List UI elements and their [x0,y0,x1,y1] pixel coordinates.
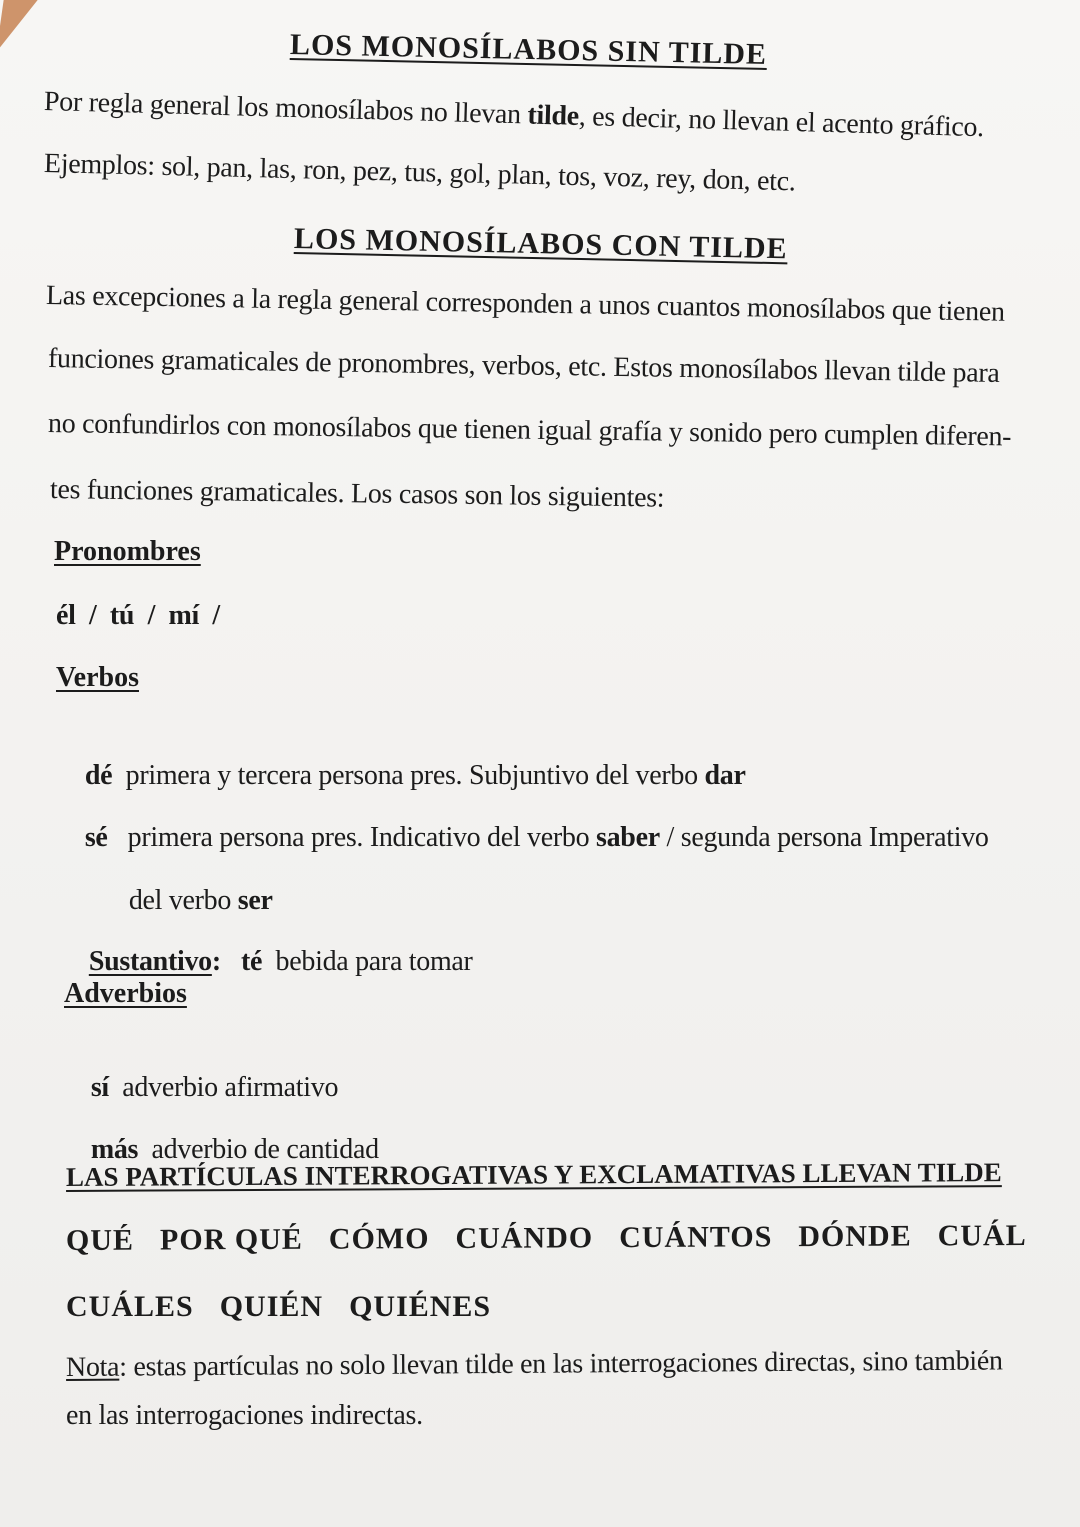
nota-line-2: en las interrogaciones indirectas. [66,1400,423,1431]
particula-cuando: CUÁNDO [455,1221,594,1255]
heading-con-tilde: LOS MONOSÍLABOS CON TILDE [293,222,788,266]
term-de: dé [84,760,113,791]
label-sustantivo: Sustantivo [88,946,212,977]
se-text-a: primera persona pres. Indicativo del verbo [107,822,597,853]
se-bold-saber: saber [596,822,660,853]
term-mas: más [90,1134,139,1165]
nota-label: Nota [65,1351,120,1383]
label-adverbios: Adverbios [64,978,187,1009]
rule-sin-tilde [44,86,985,144]
pronombres-items: él / tú / mí / [56,600,220,631]
sustantivo-colon: : [211,946,221,977]
particula-por-que: POR QUÉ [159,1222,303,1257]
heading-sin-tilde: LOS MONOSÍLABOS SIN TILDE [289,28,768,71]
particulas-row-2 [66,1290,517,1324]
sustantivo-text: bebida para tomar [262,946,473,977]
particula-como: CÓMO [328,1222,430,1256]
particula-cual: CUÁL [937,1218,1027,1253]
rule-bold-tilde: tilde [527,99,580,132]
particula-donde: DÓNDE [798,1219,912,1254]
particula-quienes: QUIÉNES [349,1290,492,1323]
term-te: té [241,946,263,977]
de-bold-dar: dar [704,760,746,791]
label-pronombres: Pronombres [54,536,201,567]
particula-cuantos: CUÁNTOS [619,1220,773,1255]
particula-cuales: CUÁLES [66,1290,194,1323]
si-text: adverbio afirmativo [108,1072,339,1103]
rule-text-b: , es decir, no llevan el acento gráfico. [578,100,985,144]
label-verbos: Verbos [56,662,139,693]
corner-mark [0,0,38,52]
term-se: sé [84,822,108,853]
examples-sin-tilde: Ejemplos: sol, pan, las, ron, pez, tus, gol, plan, tos, voz, rey, don, etc. [43,148,796,198]
se-bold-ser: ser [237,885,273,916]
se-cont-text: del verbo [128,885,238,916]
con-tilde-line-1: Las excepciones a la regla general corresponden a unos cuantos monosílabos que tienen [45,280,1005,328]
nota-text-a: : estas partículas no solo llevan tilde en las interrogaciones directas, sino también [119,1345,1003,1383]
heading-particulas: LAS PARTÍCULAS INTERROGATIVAS Y EXCLAMATIVAS LLEVAN TILDE [65,1157,1002,1192]
term-si: sí [90,1072,109,1103]
con-tilde-line-2: funciones gramaticales de pronombres, verbos, etc. Estos monosílabos llevan tilde para [47,343,1000,389]
rule-text-a: Por regla general los monosílabos no llevan [43,86,528,131]
mas-text: adverbio de cantidad [138,1134,379,1165]
se-text-b: / segunda persona Imperativo [659,822,989,853]
de-text: primera y tercera persona pres. Subjuntivo del verbo [112,760,705,791]
particula-quien: QUIÉN [219,1290,324,1323]
nota-line-1 [66,1345,1003,1384]
particula-que: QUÉ [65,1223,135,1257]
particulas-row-1 [66,1219,1053,1258]
con-tilde-line-3: no confundirlos con monosílabos que tienen igual grafía y sonido pero cumplen diferen- [47,408,1012,453]
con-tilde-line-4: tes funciones gramaticales. Los casos son los siguientes: [49,474,665,514]
